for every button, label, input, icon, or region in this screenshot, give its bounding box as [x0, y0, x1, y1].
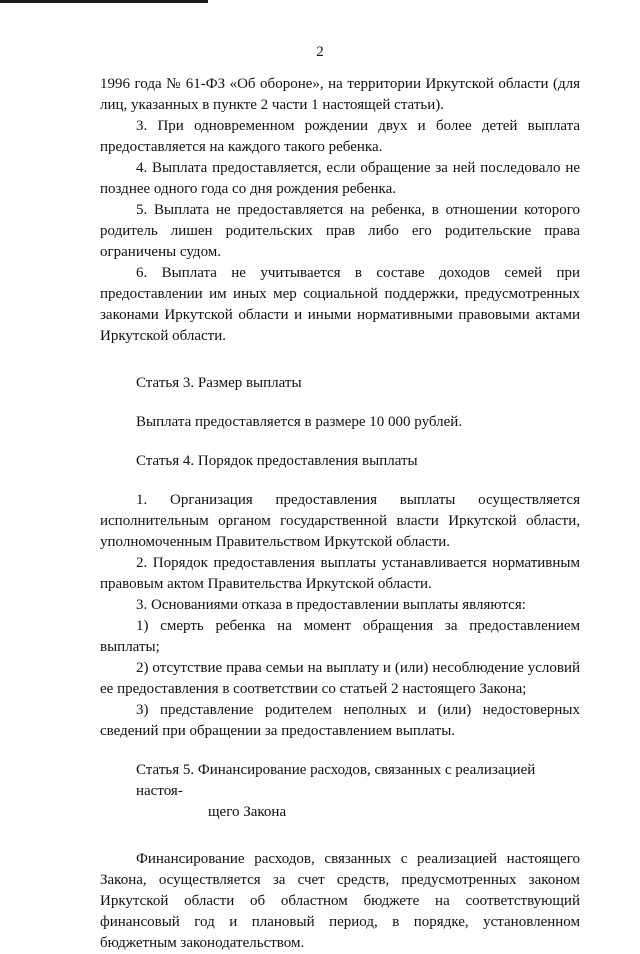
top-rule [0, 0, 208, 3]
article-5-text: Финансирование расходов, связанных с реализацией настоящего Закона, осуществляется за счет средств, предусмотренных законом Иркутской области об областном бюджете на соответствующий финансовый год и плановый период, в порядке, установленном бюджетным законодательством. [100, 851, 580, 951]
document-body [100, 74, 580, 954]
article-4-subitem-2: 2) отсутствие права семьи на выплату и (или) несоблюдение условий ее предоставления в соответствии со статьей 2 настоящего Закона; [100, 660, 580, 697]
article-5-title [100, 760, 580, 823]
article-4-item-2: 2. Порядок предоставления выплаты устанавливается нормативным правовым актом Правительства Иркутской области. [100, 555, 580, 592]
article-4-item-3: 3. Основаниями отказа в предоставлении выплаты являются: [136, 597, 526, 613]
paragraph-continuation: 1996 года № 61-ФЗ «Об обороне», на территории Иркутской области (для лиц, указанных в пункте 2 части 1 настоящей статьи). [100, 76, 580, 113]
article-4-item-1: 1. Организация предоставления выплаты осуществляется исполнительным органом государственной власти Иркутской области, уполномоченным Правительством Иркутской области. [100, 492, 580, 550]
article-3-title: Статья 3. Размер выплаты [136, 375, 302, 391]
paragraph-item-6: 6. Выплата не учитывается в составе доходов семей при предоставлении им иных мер социальной поддержки, предусмотренных законами Иркутской области и иными нормативными правовыми актами Иркутской области. [100, 265, 580, 344]
article-5-title-line-1: Статья 5. Финансирование расходов, связанных с реализацией настоя- [136, 762, 536, 799]
paragraph-item-3: 3. При одновременном рождении двух и более детей выплата предоставляется на каждого такого ребенка. [100, 118, 580, 155]
article-4-title: Статья 4. Порядок предоставления выплаты [136, 453, 418, 469]
paragraph-item-5: 5. Выплата не предоставляется на ребенка, в отношении которого родитель лишен родительских прав либо его родительские права ограничены судом. [100, 202, 580, 260]
article-5-title-line-2: щего Закона [208, 804, 287, 820]
article-3-text: Выплата предоставляется в размере 10 000 рублей. [136, 414, 463, 430]
article-4-subitem-3: 3) представление родителем неполных и (или) недостоверных сведений при обращении за предоставлением выплаты. [100, 702, 580, 739]
page-number: 2 [316, 44, 324, 60]
article-4-subitem-1: 1) смерть ребенка на момент обращения за предоставлением выплаты; [100, 618, 580, 655]
paragraph-item-4: 4. Выплата предоставляется, если обращение за ней последовало не позднее одного года со дня рождения ребенка. [100, 160, 580, 197]
